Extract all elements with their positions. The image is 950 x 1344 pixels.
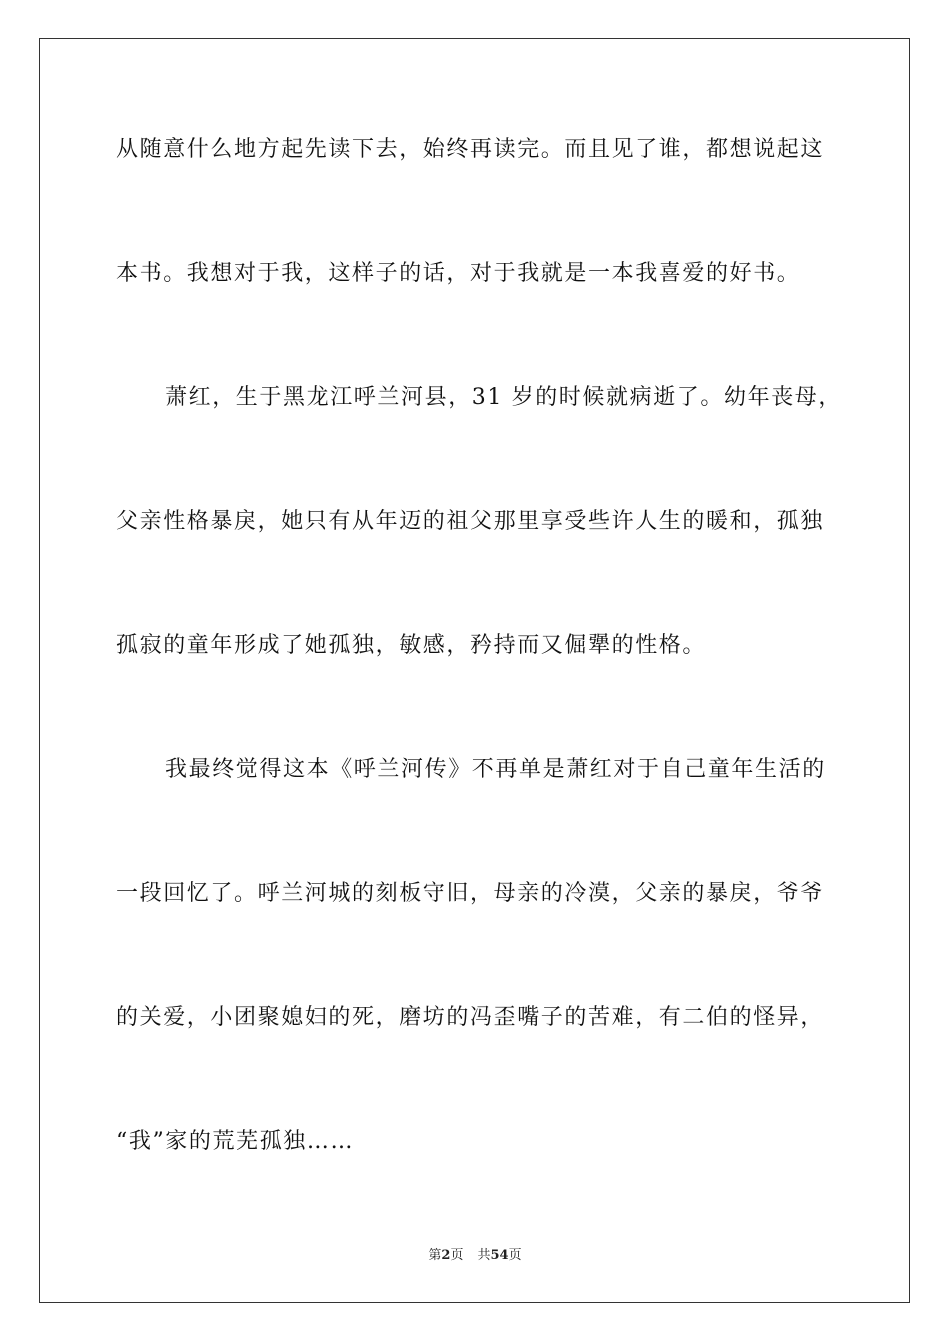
paragraph-line: “我”家的荒芜孤独…… (116, 1129, 355, 1154)
total-prefix: 共 (477, 1248, 491, 1263)
paragraph-line: 本书。我想对于我，这样子的话，对于我就是一本我喜爱的好书。 (116, 261, 801, 286)
paragraph-line: 萧红，生于黑龙江呼兰河县，31 岁的时候就病逝了。幼年丧母， (165, 385, 842, 410)
total-pages: 54 (490, 1248, 509, 1263)
paragraph-line: 从随意什么地方起先读下去，始终再读完。而且见了谁，都想说起这 (116, 137, 825, 162)
page-number: 2 (441, 1248, 451, 1263)
paragraph-line: 的关爱，小团聚媳妇的死，磨坊的冯歪嘴子的苦难，有二伯的怪异， (116, 1005, 825, 1030)
page-suffix: 页 (450, 1248, 464, 1263)
paragraph-line: 孤寂的童年形成了她孤独，敏感，矜持而又倔犟的性格。 (116, 633, 707, 658)
page-border (39, 38, 910, 1303)
paragraph-line: 一段回忆了。呼兰河城的刻板守旧，母亲的冷漠，父亲的暴戾，爷爷 (116, 881, 825, 906)
total-suffix: 页 (508, 1248, 522, 1263)
paragraph-line: 我最终觉得这本《呼兰河传》不再单是萧红对于自己童年生活的 (165, 757, 826, 782)
paragraph-line: 父亲性格暴戾，她只有从年迈的祖父那里享受些许人生的暖和，孤独 (116, 509, 825, 534)
page-prefix: 第 (428, 1248, 442, 1263)
page-footer (0, 1247, 950, 1265)
